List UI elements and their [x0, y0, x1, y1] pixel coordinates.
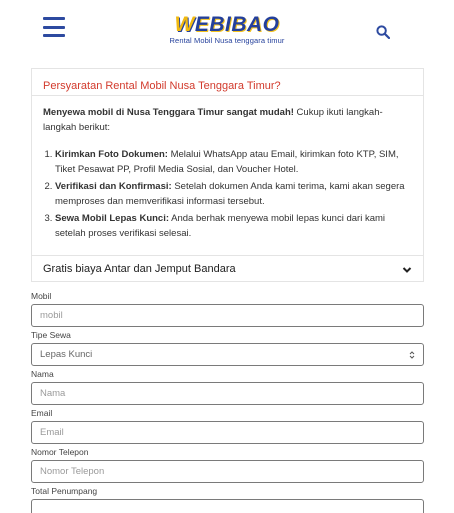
- faq-answer: [32, 96, 423, 254]
- faq-steps-list: [43, 148, 412, 241]
- hamburger-icon[interactable]: [43, 17, 65, 37]
- telepon-label: Nomor Telepon: [31, 447, 89, 457]
- telepon-input[interactable]: [31, 460, 424, 483]
- tipe-sewa-select[interactable]: [31, 343, 424, 366]
- penumpang-group: [31, 486, 424, 513]
- penumpang-label: Total Penumpang: [31, 486, 98, 496]
- site-header: [0, 0, 454, 58]
- tipe-sewa-group: [31, 330, 424, 369]
- email-label: Email: [31, 408, 53, 418]
- tipe-sewa-value: Lepas Kunci: [40, 349, 93, 360]
- logo-tagline: Rental Mobil Nusa tenggara timur: [169, 36, 285, 45]
- tipe-sewa-label: Tipe Sewa: [31, 330, 71, 340]
- faq-question-gratis-antar-jemput[interactable]: [32, 255, 423, 282]
- search-icon[interactable]: [376, 25, 390, 39]
- select-arrows-icon: [409, 350, 415, 360]
- booking-form: [31, 291, 424, 513]
- faq-question-persyaratan[interactable]: [32, 69, 423, 96]
- mobil-group: [31, 291, 424, 330]
- email-input[interactable]: [31, 421, 424, 444]
- mobil-label: Mobil: [31, 291, 52, 301]
- list-item: 2. Verifikasi dan Konfirmasi: Setelah dokumen Anda kami terima, kami akan segera memproses dan memverifikasi informasi tersebut.: [55, 180, 412, 209]
- faq-question-label: Persyaratan Rental Mobil Nusa Tenggara Timur?: [43, 80, 281, 92]
- mobil-input[interactable]: [31, 304, 424, 327]
- faq-accordion: [31, 68, 424, 282]
- penumpang-input[interactable]: [31, 499, 424, 513]
- chevron-down-icon[interactable]: [402, 265, 412, 275]
- nama-label: Nama: [31, 369, 54, 379]
- site-logo[interactable]: [168, 14, 286, 45]
- list-item: 1. Kirimkan Foto Dokumen: Melalui WhatsApp atau Email, kirimkan foto KTP, SIM, Tiket Pesawat PP, Profil Media Sosial, dan Voucher Hotel.: [55, 148, 412, 177]
- nama-input[interactable]: [31, 382, 424, 405]
- email-group: [31, 408, 424, 447]
- telepon-group: [31, 447, 424, 486]
- faq-question-label: Gratis biaya Antar dan Jemput Bandara: [43, 263, 236, 275]
- logo-wordmark: WEBIBAO: [174, 13, 280, 36]
- list-item: 3. Sewa Mobil Lepas Kunci: Anda berhak menyewa mobil lepas kunci dari kami setelah proses verifikasi selesai.: [55, 212, 412, 241]
- nama-group: [31, 369, 424, 408]
- faq-intro: Menyewa mobil di Nusa Tenggara Timur sangat mudah! Cukup ikuti langkah-langkah berikut:: [43, 107, 383, 133]
